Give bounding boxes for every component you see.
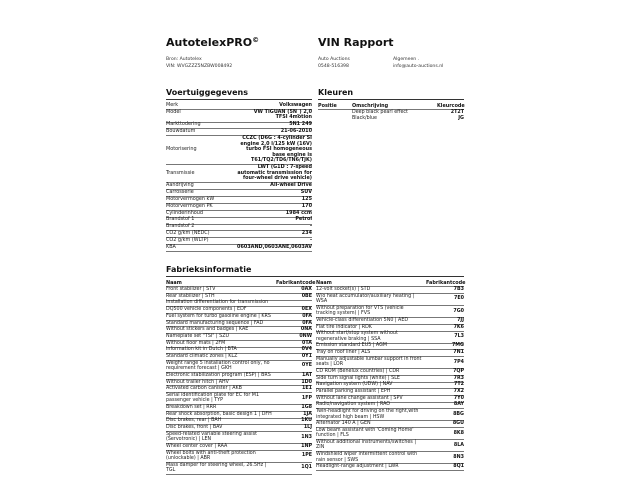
factory-option-name-line: Mass damper for steering wheel, 26.5Hz | xyxy=(166,462,267,468)
vehicle-field-value-line: 234 xyxy=(301,230,312,237)
vehicle-field-label: CO2 g/km (WLTP) xyxy=(166,237,209,244)
factory-option-name-line: Disc brakes, front | BAV xyxy=(166,425,223,431)
factory-option-name xyxy=(166,314,282,319)
factory-option-name-line: Side turn signal lights (white) | SLE xyxy=(316,375,400,381)
factory-option-name xyxy=(166,463,282,474)
factory-section-rule xyxy=(166,276,464,277)
factory-option-name xyxy=(166,451,282,462)
brand-title xyxy=(166,36,259,49)
factory-option-name-line: 12-volt socket(s) | STD xyxy=(316,287,371,292)
factory-option-name xyxy=(316,318,434,323)
factory-option-name xyxy=(316,369,434,374)
factory-option-name-line: Activated carbon canister | AKB xyxy=(166,386,242,392)
factory-option-code: 1AT xyxy=(302,372,312,378)
factory-option-code: 8GU xyxy=(452,421,464,427)
factory-option-name-line: Without trailer hitch | AHV xyxy=(166,379,229,385)
factory-option-name-line: Radio/navigation system | RAO xyxy=(316,402,391,408)
factory-option-name-line: Alternator 140 A | GEN xyxy=(316,421,371,427)
vehicle-field-value xyxy=(228,165,312,182)
factory-option-name-line: regenerative braking | SSA xyxy=(316,336,381,342)
vehicle-field-value xyxy=(228,190,312,196)
factory-option-code: 7B3 xyxy=(453,287,464,292)
factory-option-name-line: Without preparation for VTS (vehicle xyxy=(316,305,404,311)
factory-option-name-line: passenger vehicle | TYP xyxy=(166,398,223,404)
vehicle-field-label: CO2 g/km (NEDC) xyxy=(166,230,210,237)
factory-option-name-line: Front stabilizer | STV xyxy=(166,287,216,292)
vehicle-field-value xyxy=(228,204,312,210)
factory-option-name xyxy=(166,300,282,305)
factory-option-code: 7E0 xyxy=(454,296,464,302)
factory-option-code: 1N3 xyxy=(301,434,312,440)
vehicle-field-label: Model xyxy=(166,108,181,115)
factory-option-code: 7Y0 xyxy=(453,395,464,401)
factory-option-code: 1FP xyxy=(301,395,312,401)
factory-option-name-line: Manually adjustable lumbar support in front xyxy=(316,356,422,362)
factory-option-name xyxy=(316,440,434,451)
factory-option-name-line: Without additional instruments/switches | xyxy=(316,440,416,445)
factory-option-name xyxy=(166,287,282,292)
factory-option-code: 0EX xyxy=(301,307,312,313)
company-email[interactable]: info@auto-auctions.nl xyxy=(393,64,444,69)
vehicle-section-rule xyxy=(166,99,312,100)
factory-option-code: 8AY xyxy=(453,402,464,408)
factory-option-name-line: Information kit in Dutch | BTA xyxy=(166,347,237,353)
factory-section-title: Fabrieksinformatie xyxy=(166,265,252,274)
factory-option-name xyxy=(166,393,282,404)
vehicle-field-label: Brandstof 1 xyxy=(166,216,195,223)
vehicle-field-value-line: four-wheel drive vehicle) xyxy=(242,175,312,181)
factory-option-name-line: Wheel center cover | RAA xyxy=(166,443,228,449)
factory-right-header-code: Fabrikantcode xyxy=(426,280,466,286)
factory-option-code: 7N1 xyxy=(453,350,464,356)
factory-option-name xyxy=(166,412,282,417)
vin-label: VIN: WVGZZZ5NZBW008492 xyxy=(166,64,233,69)
factory-option-name xyxy=(166,347,282,352)
vehicle-field-value-line: 21-06-2010 xyxy=(280,128,312,135)
vehicle-field-value-line: engine 2,0 l/125 kW (16V) xyxy=(240,140,312,147)
factory-option-name-line: Electronic stabilization program (ESP) | BRS xyxy=(166,372,271,378)
factory-option-name-line: Rear shock absorption, basic design 1 | DFH xyxy=(166,411,272,417)
vehicle-field-label: Aandrijving xyxy=(166,181,194,188)
vehicle-field-label: Carrosserie xyxy=(166,188,194,195)
factory-option-name xyxy=(316,343,434,348)
factory-option-code: 1PE xyxy=(301,453,312,459)
vehicle-field-value-line: - xyxy=(309,223,312,230)
factory-option-code: 0YE xyxy=(301,363,312,369)
factory-option-code: 0AX xyxy=(301,287,312,292)
vehicle-field-value xyxy=(228,129,312,135)
colors-section-rule xyxy=(318,99,464,100)
vehicle-field-label: KBA xyxy=(166,244,176,250)
factory-option-name-line: Serial identification plate for EC for M1 xyxy=(166,392,260,398)
factory-option-code: 7X2 xyxy=(453,389,464,394)
colors-header-omschrijving: Omschrijving xyxy=(352,103,389,109)
factory-option-code: 1NP xyxy=(301,443,312,449)
vehicle-field-value-line: 170 xyxy=(301,202,312,209)
factory-option-name xyxy=(166,321,282,326)
factory-option-name xyxy=(316,396,434,401)
factory-option-name-line: Breakdown set | RRR xyxy=(166,405,217,410)
factory-option-name-line: Parallel parking assistant | EPH xyxy=(316,389,391,394)
factory-option-code: 0NA xyxy=(300,327,312,333)
factory-option-name-line: Installation differentiation for transmission xyxy=(166,300,269,306)
factory-option-code: 7T2 xyxy=(454,382,464,388)
factory-option-name-line: (unlockable) | ABR xyxy=(166,456,211,461)
vehicle-field-label: Merk xyxy=(166,102,179,108)
factory-option-name-line: seats | LOR xyxy=(316,362,344,368)
factory-right-header-naam: Naam xyxy=(316,280,332,286)
factory-option-code: 7G0 xyxy=(453,308,464,314)
vehicle-field-value-line: - xyxy=(309,237,312,244)
factory-option-code: 0FA xyxy=(302,320,312,326)
factory-option-code: 0FA xyxy=(302,313,312,319)
factory-option-name xyxy=(316,294,434,305)
factory-option-name-line: Nameplate set "TSI" | SZU xyxy=(166,333,229,339)
factory-option-code: 8K8 xyxy=(453,430,464,436)
factory-left-header-code: Fabrikantcode xyxy=(276,280,316,286)
vehicle-field-value-line: 125 xyxy=(301,195,312,202)
vehicle-field-value-line: 1984 ccm xyxy=(285,209,312,216)
vehicle-field-label: Brandstof 2 xyxy=(166,223,195,230)
factory-option-name xyxy=(166,418,282,423)
factory-option-name-line: Standard manufacturing sequence | FAD xyxy=(166,320,264,326)
factory-option-name-line: ZIN xyxy=(316,445,325,451)
factory-option-name xyxy=(316,376,434,381)
factory-option-name-line: requirement forecast | GKH xyxy=(166,366,232,372)
vehicle-field-value-line: turbo FSI homogeneous xyxy=(246,146,312,153)
colors-header-kleurcode: Kleurcode xyxy=(437,103,465,109)
vehicle-field-value-line: 5N1 249 xyxy=(289,121,312,128)
factory-option-name-line: Navigation system (UDW) | NAV xyxy=(316,382,393,388)
vehicle-field-value-line: TFSI 4motion xyxy=(275,114,312,121)
general-label: Algemeen . xyxy=(393,57,420,62)
factory-option-name-line: Rear stabilizer | STH xyxy=(166,293,215,299)
factory-option-code: 0Y1 xyxy=(301,354,312,359)
factory-option-name-line: Without lane change assistant | SPV xyxy=(316,395,403,401)
factory-option-name-line: Emission standard EU5 | AGM xyxy=(316,343,387,349)
factory-option-name-line: WSA xyxy=(316,299,328,305)
factory-option-code: 0TA xyxy=(302,340,312,346)
factory-option-name xyxy=(166,334,282,339)
row-divider xyxy=(166,251,312,252)
factory-option-name xyxy=(316,452,434,463)
factory-option-code: 8BG xyxy=(453,411,464,417)
factory-option-name xyxy=(316,389,434,394)
factory-option-name-line: CD ROM (Benelux countries) | CDR xyxy=(316,368,400,374)
company-phone: 0548-516398 xyxy=(318,64,349,69)
color-code: 2T2T xyxy=(450,110,464,115)
factory-left-header-naam: Naam xyxy=(166,280,182,286)
factory-option-name-line: rain sensor | SWS xyxy=(316,457,359,463)
vehicle-field-label: Markttodering xyxy=(166,121,201,128)
factory-option-code: 7MG xyxy=(451,343,464,349)
factory-option-name-line: Tray on roof liner | ALS xyxy=(316,350,371,356)
factory-option-name-line: Headlight-range adjustment | LWR xyxy=(316,464,399,470)
factory-option-name xyxy=(166,405,282,410)
factory-option-name-line: Without floor mats | 2FM xyxy=(166,340,226,346)
factory-option-name xyxy=(166,361,282,372)
factory-option-name xyxy=(316,428,434,439)
factory-option-code: 7JJ xyxy=(457,317,464,323)
vehicle-field-label: Transmissie xyxy=(166,169,195,176)
factory-option-name-line: Without start/stop system without xyxy=(316,331,398,337)
factory-option-name-line: Wheel bolts with anti-theft protection xyxy=(166,450,256,456)
color-code: JG xyxy=(458,116,464,122)
factory-option-name xyxy=(316,409,434,420)
source-label: Bron: Autotelex xyxy=(166,57,202,62)
factory-option-name-line: Without stickers and badges | KAE xyxy=(166,327,249,333)
factory-option-name xyxy=(166,386,282,391)
row-divider xyxy=(316,470,464,471)
vehicle-field-value xyxy=(228,238,312,244)
factory-option-name-line: integrated high beam | HSW xyxy=(316,414,385,420)
factory-option-name xyxy=(166,432,282,443)
factory-option-code: 1LJ xyxy=(303,425,312,431)
vehicle-field-value xyxy=(228,217,312,223)
factory-option-name xyxy=(316,331,434,342)
color-description: Black/blue xyxy=(352,116,377,122)
vehicle-field-value-line: SUV xyxy=(300,188,312,195)
vehicle-section-title: Voertuiggegevens xyxy=(166,88,249,97)
factory-option-name xyxy=(316,382,434,387)
company-name: Auto Auctions xyxy=(318,57,350,62)
factory-option-code: 1D0 xyxy=(301,379,312,385)
factory-option-name-line: TGL xyxy=(166,468,176,474)
vehicle-field-value xyxy=(228,122,312,128)
factory-option-code: 7L3 xyxy=(454,334,464,339)
colors-header-positie: Positie xyxy=(318,103,337,109)
vehicle-field-value-line: automatic transmission for xyxy=(237,169,312,176)
factory-option-code: 7QP xyxy=(453,368,464,374)
vehicle-field-value xyxy=(228,197,312,203)
factory-option-code: 0V4 xyxy=(301,347,312,353)
factory-option-name xyxy=(316,402,434,407)
factory-option-name-line: function | FLS xyxy=(316,433,349,439)
vehicle-field-value xyxy=(228,245,312,251)
vehicle-field-label: Motorvermogen PK xyxy=(166,202,213,209)
factory-option-code: 1E1 xyxy=(302,386,312,392)
factory-option-name-line: Fuel system for turbo gasoline engine | KRS xyxy=(166,313,271,319)
factory-option-name xyxy=(166,425,282,430)
factory-option-name-line: DQ500 vehicle components | EDF xyxy=(166,307,247,313)
factory-option-name-line: tracking system) | FVS xyxy=(316,311,371,317)
vehicle-field-value xyxy=(228,136,312,164)
row-divider xyxy=(166,474,312,475)
factory-option-code: 8N3 xyxy=(453,454,464,460)
factory-option-code: 1JA xyxy=(303,411,312,417)
vehicle-field-value-line: CCZC (D6G : 4-cylinder SI xyxy=(242,135,312,142)
factory-option-code: 0NW xyxy=(299,333,312,339)
factory-option-code: 1G8 xyxy=(301,405,312,410)
factory-option-name-line: Flat tire indicator | RDK xyxy=(316,324,372,330)
vehicle-field-label: Bouwdatum xyxy=(166,128,196,135)
brand-mark: © xyxy=(252,36,260,44)
factory-option-code: 7R3 xyxy=(453,375,464,381)
brand-name: AutotelexPRO xyxy=(166,36,253,49)
factory-option-name xyxy=(316,421,434,426)
vehicle-field-value xyxy=(228,103,312,109)
factory-option-name xyxy=(316,357,434,368)
factory-option-name-line: Windshield wiper intermittent control with xyxy=(316,452,418,458)
color-description: Deep black pearl effect xyxy=(352,110,408,115)
factory-option-name-line: Low beam assistant with 'Coming Home' xyxy=(316,427,414,433)
vehicle-field-value-line: Petrol xyxy=(295,216,312,223)
factory-option-code: 7P4 xyxy=(453,359,464,365)
factory-option-name-line: Standard climatic zones | KLZ xyxy=(166,354,238,359)
factory-option-name-line: (Servotronic) | LEN xyxy=(166,437,212,443)
vehicle-field-value-line: T61/TQ2/TD6/TN6/TJK) xyxy=(251,157,312,164)
factory-option-code: 7K6 xyxy=(453,324,464,330)
factory-option-name xyxy=(316,350,434,355)
factory-option-name xyxy=(166,307,282,312)
factory-option-code: 1KU xyxy=(301,418,312,424)
factory-option-code: 1Q1 xyxy=(301,465,312,471)
factory-option-name xyxy=(166,444,282,449)
factory-option-name-line: Vehicle-class differentiation 5N0 | AED xyxy=(316,317,409,323)
factory-option-code: 0BE xyxy=(301,293,312,299)
factory-option-name-line: Twin-headlight for driving on the right,with xyxy=(316,409,419,415)
factory-option-name xyxy=(166,380,282,385)
vehicle-field-value-line: Volkswagen xyxy=(279,102,312,108)
vehicle-field-value-line: VW TIGUAN (5N_) 2,0 xyxy=(253,108,312,115)
vehicle-field-value-line: base engine is xyxy=(272,151,312,158)
factory-option-code: 8LA xyxy=(453,442,464,448)
factory-option-name xyxy=(316,325,434,330)
vehicle-field-value xyxy=(228,110,312,121)
vehicle-field-value-line: 0603AND,0603ANE,0603AV xyxy=(237,244,312,250)
factory-option-name-line: Speed-related variable steering assist xyxy=(166,431,257,437)
factory-option-name-line: W/o heat accumulator/auxiliary heating | xyxy=(316,293,415,299)
factory-option-name-line: Weight range 5 installation control only, no xyxy=(166,360,270,366)
factory-option-name xyxy=(166,373,282,378)
factory-option-name xyxy=(166,354,282,359)
factory-option-name xyxy=(316,464,434,469)
factory-option-name xyxy=(166,341,282,346)
vehicle-field-label: Cylinderinhoud xyxy=(166,209,204,216)
vehicle-field-value xyxy=(228,183,312,189)
vehicle-field-label: Motorisering xyxy=(166,146,197,153)
factory-option-name xyxy=(316,287,434,292)
factory-option-name-line: Disc brakes, rear | BAH xyxy=(166,418,222,424)
factory-option-name xyxy=(166,327,282,332)
vehicle-field-value xyxy=(228,231,312,237)
factory-option-name xyxy=(316,306,434,317)
vehicle-field-label: Motorvermogen kW xyxy=(166,195,215,202)
colors-section-title: Kleuren xyxy=(318,88,354,97)
report-title: VIN Rapport xyxy=(318,36,394,49)
vehicle-field-value-line: LWT (G1D : 7-speed xyxy=(257,164,312,170)
vehicle-field-value xyxy=(228,224,312,230)
factory-option-code: 8Q1 xyxy=(453,464,464,470)
vehicle-field-value-line: All-wheel Drive xyxy=(270,181,312,188)
factory-option-name xyxy=(166,294,282,299)
vehicle-field-value xyxy=(228,211,312,217)
